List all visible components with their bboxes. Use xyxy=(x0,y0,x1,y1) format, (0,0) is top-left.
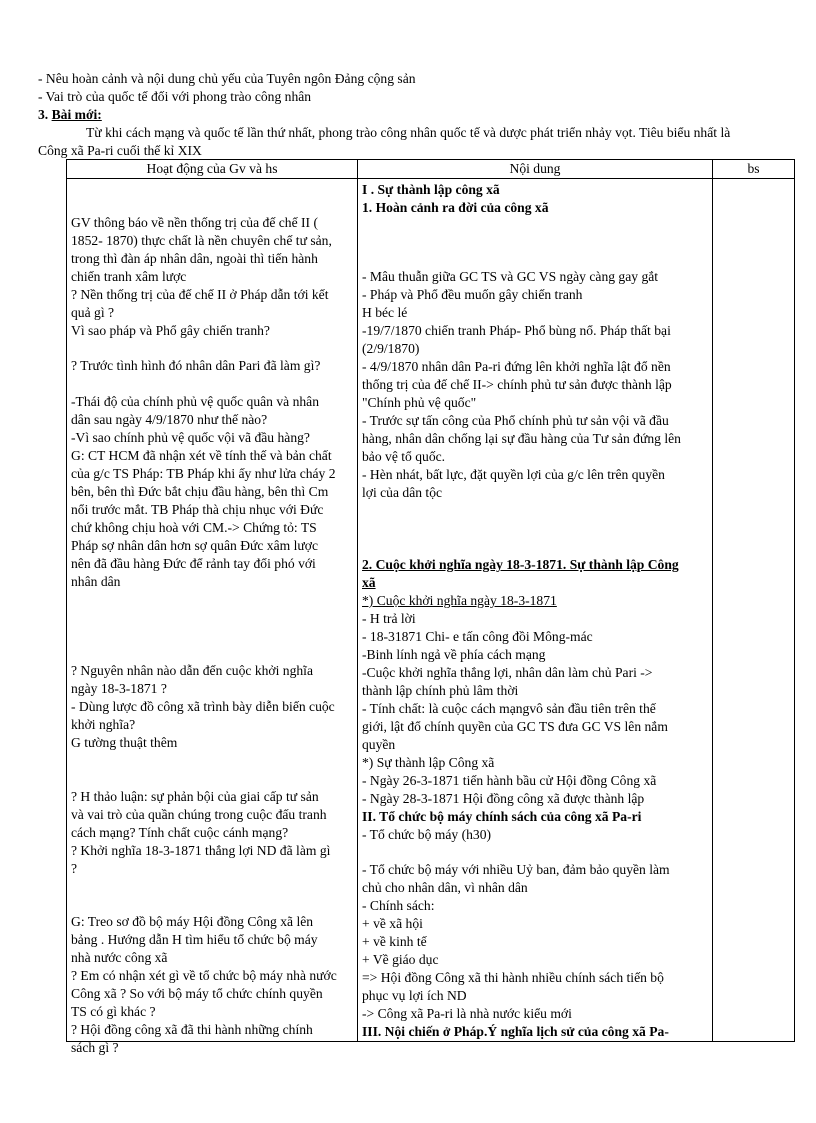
activity-line: cách mạng? Tính chất cuộc cánh mạng? xyxy=(71,825,289,840)
content-line: "Chính phủ vệ quốc" xyxy=(362,395,477,410)
activity-line: ? xyxy=(71,861,78,876)
activity-line: nổi trước mắt. TB Pháp thà chịu nhục với Đức xyxy=(71,502,324,517)
content-line: giới, lật đổ chính quyền của GC TS đưa GC VS lên nắm xyxy=(362,719,668,734)
content-line: thống trị của đế chế II-> chính phủ tư sản được thành lập xyxy=(362,377,672,392)
content-line: + Về giáo dục xyxy=(362,952,439,967)
content-heading: I . Sự thành lập công xã xyxy=(362,182,500,197)
notes-cell xyxy=(713,179,795,1042)
activity-line: - Dùng lược đồ công xã trình bày diễn biến cuộc xyxy=(71,699,335,714)
content-heading: 2. Cuộc khởi nghĩa ngày 18-3-1871. Sự thành lập Công xyxy=(362,557,679,572)
activity-line: Công xã ? So với bộ máy tổ chức chính quyền xyxy=(71,986,323,1001)
content-line: -Cuộc khởi nghĩa thắng lợi, nhân dân làm chủ Pari -> xyxy=(362,665,653,680)
activity-line: khởi nghĩa? xyxy=(71,717,136,732)
content-line: hàng, nhân dân chống lại sự đầu hàng của Tư sản đứng lên xyxy=(362,431,681,446)
activity-line: G tường thuật thêm xyxy=(71,735,178,750)
activity-line: 1852- 1870) thực chất là nền chuyên chế tư sản, xyxy=(71,233,332,248)
content-line: phục vụ lợi ích ND xyxy=(362,988,467,1003)
content-line: - Tổ chức bộ máy (h30) xyxy=(362,827,492,842)
activity-line: GV thông báo về nền thống trị của đế chế II ( xyxy=(71,215,319,230)
content-line: - Pháp và Phổ đều muốn gây chiến tranh xyxy=(362,287,583,302)
activity-line: -Thái độ của chính phủ vệ quốc quân và nhân xyxy=(71,394,320,409)
activity-line: chiến tranh xâm lược xyxy=(71,269,187,284)
content-line: - Mâu thuẫn giữa GC TS và GC VS ngày càng gay gắt xyxy=(362,269,659,284)
header-content: Nội dung xyxy=(358,160,713,179)
activity-line: ? Trước tình hình đó nhân dân Pari đã làm gì? xyxy=(71,358,321,373)
activity-line: ? Hội đồng công xã đã thi hành những chính xyxy=(71,1022,313,1037)
content-line: (2/9/1870) xyxy=(362,341,420,356)
content-cell xyxy=(358,179,713,1042)
content-line: - Trước sự tấn công của Phổ chính phủ tư sản vội vã đầu xyxy=(362,413,669,428)
content-line: => Hội đồng Công xã thi hành nhiều chính sách tiến bộ xyxy=(362,970,664,985)
table-body-row xyxy=(67,179,795,1042)
content-line: quyền xyxy=(362,737,396,752)
activity-line: sách gì ? xyxy=(71,1040,119,1055)
activity-line: ? H thảo luận: sự phản bội của giai cấp tư sản xyxy=(71,789,319,804)
content-line: -> Công xã Pa-ri là nhà nước kiểu mới xyxy=(362,1006,572,1021)
content-line: - Tính chất: là cuộc cách mạngvô sản đầu tiên trên thế xyxy=(362,701,656,716)
activity-line: TS có gì khác ? xyxy=(71,1004,156,1019)
content-heading: xã xyxy=(362,575,376,590)
activity-line: G: CT HCM đã nhận xét về tính thế và bản chất xyxy=(71,448,332,463)
activity-line: quả gì ? xyxy=(71,305,115,320)
content-heading: III. Nội chiến ở Pháp.Ý nghĩa lịch sử của công xã Pa- xyxy=(362,1024,669,1039)
content-line: - Ngày 28-3-1871 Hội đồng công xã được thành lập xyxy=(362,791,645,806)
activity-line: ? Nguyên nhân nào dẫn đến cuộc khởi nghĩa xyxy=(71,663,313,678)
activity-line: -Vì sao chính phủ vệ quốc vội vã đầu hàng? xyxy=(71,430,310,445)
activities-cell xyxy=(67,179,358,1055)
table-header-row xyxy=(67,160,795,179)
content-line: thành lập chính phủ lâm thời xyxy=(362,683,519,698)
activity-line: chứ không chịu hoà với CM.-> Chứng tỏ: TS xyxy=(71,520,317,535)
section-number: 3. xyxy=(38,107,52,122)
activity-line: và vai trò của quần chúng trong cuộc đấu tranh xyxy=(71,807,327,822)
header-activities: Hoạt động của Gv và hs xyxy=(67,160,358,179)
intro-paragraph-line-2: Công xã Pa-ri cuối thế kỉ XIX xyxy=(38,143,202,158)
content-line: - Ngày 26-3-1871 tiến hành bầu cử Hội đồng Công xã xyxy=(362,773,657,788)
review-question-1: - Nêu hoàn cảnh và nội dung chủ yếu của Tuyên ngôn Đảng cộng sản xyxy=(38,71,416,86)
activity-line: nên đã đầu hàng Đức để rảnh tay đối phó với xyxy=(71,556,316,571)
content-subheading: *) Cuộc khởi nghĩa ngày 18-3-1871 xyxy=(362,593,557,608)
content-line: -19/7/1870 chiến tranh Pháp- Phổ bùng nổ. Pháp thất bại xyxy=(362,323,671,338)
activity-line: bên, bên thì Đức bắt chịu đầu hàng, bên thì Cm xyxy=(71,484,329,499)
activity-line: bảng . Hướng dẫn H tìm hiểu tổ chức bộ máy xyxy=(71,932,318,947)
activity-line: của g/c TS Pháp: TB Pháp khi ấy như lửa cháy 2 xyxy=(71,466,336,481)
header-notes: bs xyxy=(713,160,795,179)
content-heading: 1. Hoàn cảnh ra đời của công xã xyxy=(362,200,549,215)
content-line: - H trả lời xyxy=(362,611,416,626)
content-line: H béc lé xyxy=(362,305,408,320)
activity-line: trong thì đàn áp nhân dân, ngoài thì tiến hành xyxy=(71,251,318,266)
activity-line: Pháp sợ nhân dân hơn sợ quân Đức xâm lược xyxy=(71,538,318,553)
activity-line: ? Em có nhận xét gì về tổ chức bộ máy nhà nước xyxy=(71,968,337,983)
section-heading xyxy=(38,106,102,123)
activity-line: ngày 18-3-1871 ? xyxy=(71,681,167,696)
lesson-plan-table xyxy=(66,159,795,1055)
content-line: - 18-31871 Chi- e tấn công đồi Mông-mác xyxy=(362,629,593,644)
content-line: chủ cho nhân dân, vì nhân dân xyxy=(362,880,528,895)
content-line: - 4/9/1870 nhân dân Pa-ri đứng lên khởi nghĩa lật đổ nền xyxy=(362,359,671,374)
content-line: lợi của dân tộc xyxy=(362,485,443,500)
content-line: - Hèn nhát, bất lực, đặt quyền lợi của g/c lên trên quyền xyxy=(362,467,665,482)
content-line: bảo vệ tổ quốc. xyxy=(362,449,446,464)
section-title: Bài mới: xyxy=(51,107,102,122)
activity-line: ? Khởi nghĩa 18-3-1871 thắng lợi ND đã làm gì xyxy=(71,843,331,858)
content-line: - Chính sách: xyxy=(362,898,435,913)
activity-line: Vì sao pháp và Phổ gây chiến tranh? xyxy=(71,323,270,338)
activity-line: ? Nền thống trị của đế chế II ở Pháp dẫn tới kết xyxy=(71,287,329,302)
content-line: + về xã hội xyxy=(362,916,423,931)
content-line: -Binh lính ngả về phía cách mạng xyxy=(362,647,546,662)
content-line: + về kinh tế xyxy=(362,934,427,949)
intro-paragraph-line-1: Từ khi cách mạng và quốc tế lần thứ nhất, phong trào công nhân quốc tế và dược phát triển nhảy vọt. Tiêu biểu nhất là xyxy=(86,125,731,140)
activity-line: G: Treo sơ đồ bộ máy Hội đồng Công xã lên xyxy=(71,914,314,929)
content-heading: II. Tổ chức bộ máy chính sách của công xã Pa-ri xyxy=(362,809,642,824)
activity-line: nhân dân xyxy=(71,574,121,589)
content-line: - Tổ chức bộ máy với nhiều Uỷ ban, đảm bảo quyền làm xyxy=(362,862,670,877)
activity-line: dân sau ngày 4/9/1870 như thế nào? xyxy=(71,412,268,427)
activity-line: nhà nước công xã xyxy=(71,950,168,965)
content-subheading: *) Sự thành lập Công xã xyxy=(362,755,495,770)
review-question-2: - Vai trò của quốc tế đối với phong trào công nhân xyxy=(38,89,312,104)
